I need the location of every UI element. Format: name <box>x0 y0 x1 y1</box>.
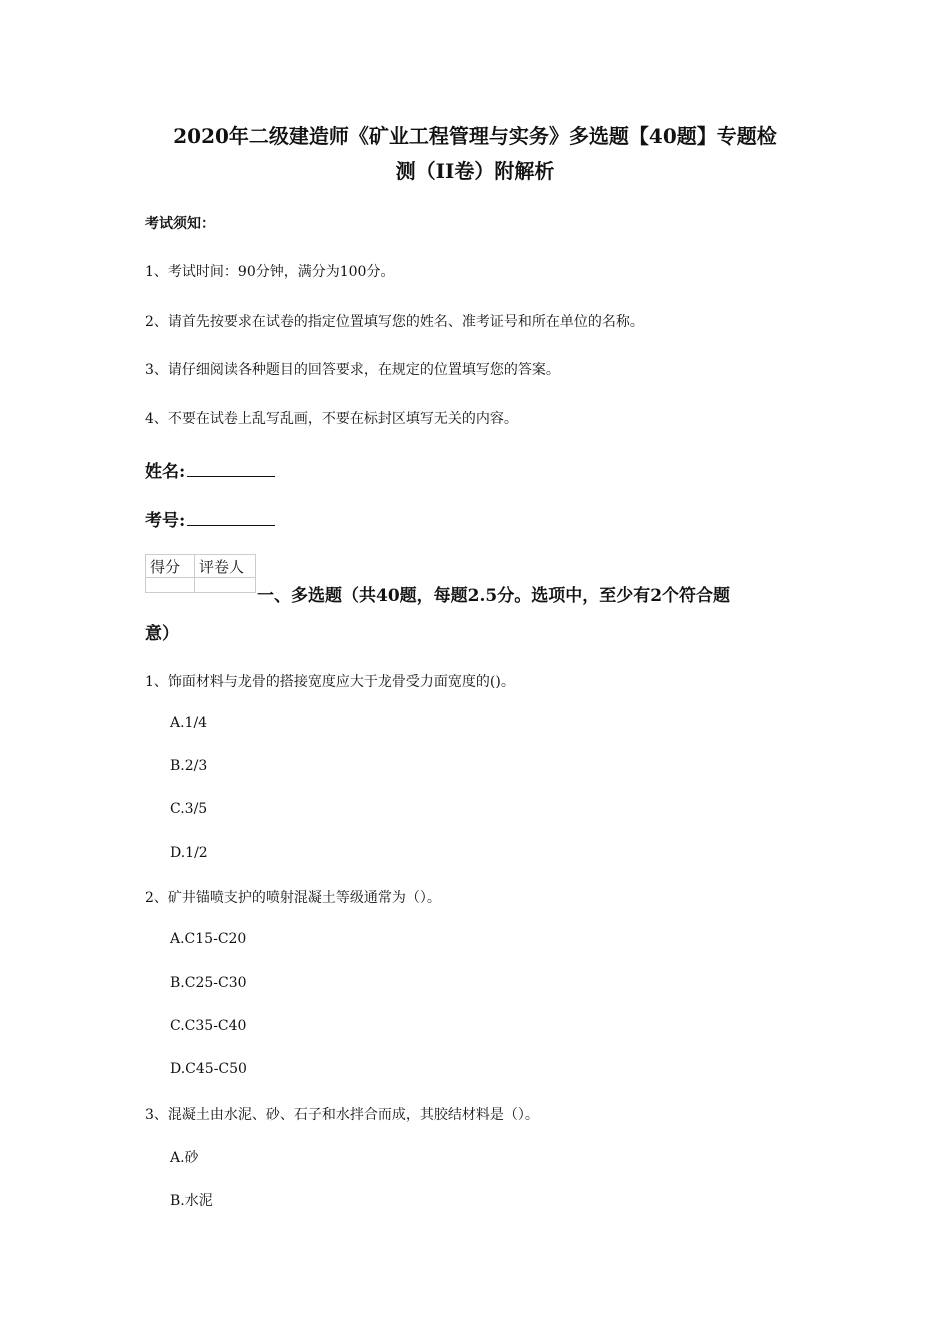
question-3-option-a: A.砂 <box>170 1150 199 1166</box>
exam-number-blank-line[interactable] <box>187 509 275 526</box>
section-heading-line2: 意） <box>145 624 179 644</box>
name-blank-line[interactable] <box>187 460 275 477</box>
exam-number-field[interactable] <box>145 506 275 531</box>
question-3-stem: 3、混凝土由水泥、砂、石子和水拌合而成，其胶结材料是（）。 <box>145 1107 539 1123</box>
notice-item-1: 1、考试时间：90分钟，满分为100分。 <box>145 264 395 280</box>
score-cell[interactable] <box>146 578 195 593</box>
section-heading-line1: 一、多选题（共40题，每题2.5分。选项中，至少有2个符合题 <box>257 586 731 606</box>
document-title-line1: 2020年二级建造师《矿业工程管理与实务》多选题【40题】专题检 <box>173 124 777 148</box>
grader-cell[interactable] <box>195 578 256 593</box>
exam-number-label: 考号: <box>145 511 186 531</box>
question-2-option-d: D.C45-C50 <box>170 1061 247 1077</box>
notice-item-3: 3、请仔细阅读各种题目的回答要求，在规定的位置填写您的答案。 <box>145 362 560 378</box>
notice-item-4: 4、不要在试卷上乱写乱画，不要在标封区填写无关的内容。 <box>145 411 518 427</box>
question-3-option-b: B.水泥 <box>170 1193 213 1209</box>
question-2-option-c: C.C35-C40 <box>170 1018 247 1034</box>
question-1-option-d: D.1/2 <box>170 845 208 861</box>
notice-heading: 考试须知： <box>145 216 215 232</box>
notice-item-2: 2、请首先按要求在试卷的指定位置填写您的姓名、准考证号和所在单位的名称。 <box>145 314 644 330</box>
question-2-option-b: B.C25-C30 <box>170 975 247 991</box>
question-1-option-b: B.2/3 <box>170 758 208 774</box>
name-label: 姓名: <box>145 462 186 482</box>
score-table <box>145 554 256 593</box>
question-1-option-a: A.1/4 <box>170 715 208 731</box>
document-title-line2: 测（II卷）附解析 <box>395 159 555 183</box>
question-2-option-a: A.C15-C20 <box>170 931 247 947</box>
name-field[interactable] <box>145 457 275 482</box>
question-1-option-c: C.3/5 <box>170 801 208 817</box>
question-2-stem: 2、矿井锚喷支护的喷射混凝土等级通常为（）。 <box>145 890 441 906</box>
question-1-stem: 1、饰面材料与龙骨的搭接宽度应大于龙骨受力面宽度的()。 <box>145 674 515 690</box>
grader-header: 评卷人 <box>195 555 256 578</box>
score-header: 得分 <box>146 555 195 578</box>
